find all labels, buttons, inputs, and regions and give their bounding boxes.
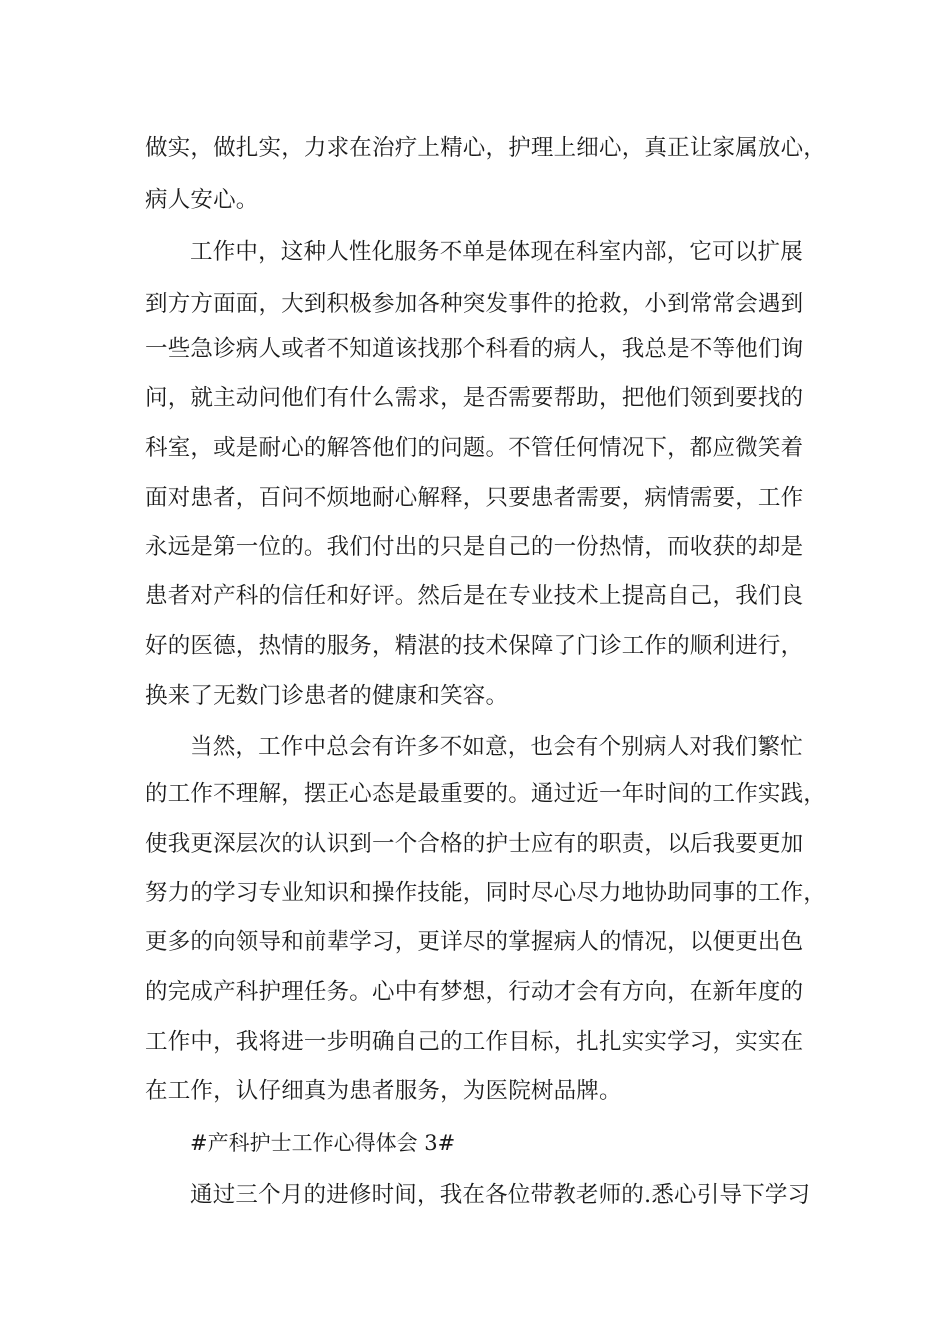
section-heading: #产科护士工作心得体会 3# — [190, 1131, 456, 1155]
p3-line-8: 在工作，认仔细真为患者服务，为医院树品牌。 — [145, 1078, 622, 1104]
p2-line-5: 科室，或是耐心的解答他们的问题。不管任何情况下，都应微笑着 — [145, 435, 804, 461]
p2-line-2: 到方方面面，大到积极参加各种突发事件的抢救，小到常常会遇到 — [145, 291, 804, 317]
p1-line-1: 做实，做扎实，力求在治疗上精心，护理上细心，真正让家属放心， — [145, 135, 827, 161]
p2-line-9: 好的医德，热情的服务，精湛的技术保障了门诊工作的顺利进行， — [145, 633, 804, 659]
p3-line-4: 努力的学习专业知识和操作技能，同时尽心尽力地协助同事的工作， — [145, 880, 827, 906]
p3-line-2: 的工作不理解，摆正心态是最重要的。通过近一年时间的工作实践， — [145, 781, 827, 807]
p2-line-7: 永远是第一位的。我们付出的只是自己的一份热情，而收获的却是 — [145, 534, 804, 560]
p2-line-6: 面对患者，百问不烦地耐心解释，只要患者需要，病情需要，工作 — [145, 485, 804, 511]
p3-line-6: 的完成产科护理任务。心中有梦想，行动才会有方向，在新年度的 — [145, 979, 804, 1005]
p2-line-1: 工作中，这种人性化服务不单是体现在科室内部，它可以扩展 — [190, 239, 803, 265]
p3-line-1: 当然，工作中总会有许多不如意，也会有个别病人对我们繁忙 — [190, 734, 803, 760]
p1-line-2: 病人安心。 — [145, 187, 259, 213]
p2-line-4: 问，就主动问他们有什么需求，是否需要帮助，把他们领到要找的 — [145, 385, 804, 411]
p3-line-3: 使我更深层次的认识到一个合格的护士应有的职责，以后我要更加 — [145, 831, 804, 857]
p2-line-8: 患者对产科的信任和好评。然后是在专业技术上提高自己，我们良 — [145, 583, 804, 609]
p4-line-1: 通过三个月的进修时间，我在各位带教老师的.悉心引导下学习 — [190, 1182, 811, 1208]
p2-line-10: 换来了无数门诊患者的健康和笑容。 — [145, 683, 509, 709]
p3-line-5: 更多的向领导和前辈学习，更详尽的掌握病人的情况，以便更出色 — [145, 929, 804, 955]
p2-line-3: 一些急诊病人或者不知道该找那个科看的病人，我总是不等他们询 — [145, 336, 804, 362]
p3-line-7: 工作中，我将进一步明确自己的工作目标，扎扎实实学习，实实在 — [145, 1029, 804, 1055]
